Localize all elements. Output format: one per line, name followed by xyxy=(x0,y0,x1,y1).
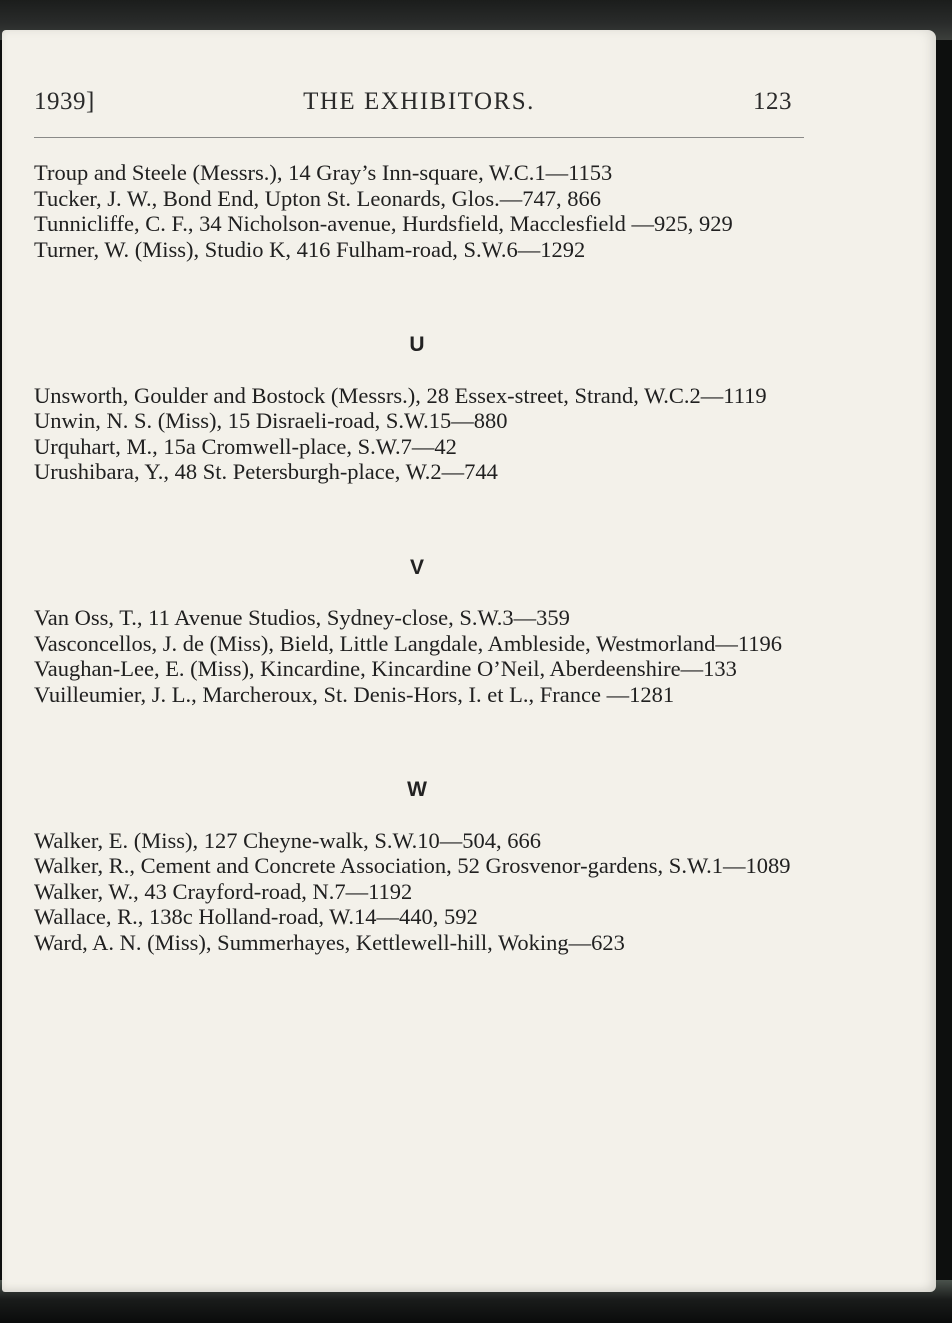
exhibitor-entry: Unwin, N. S. (Miss), 15 Disraeli-road, S.W.15—880 xyxy=(34,408,508,433)
exhibitor-list xyxy=(34,160,800,955)
exhibitor-entry: Unsworth, Goulder and Bostock (Messrs.), 28 Essex-street, Strand, W.C.2—1119 xyxy=(34,382,767,408)
exhibitor-entry: Ward, A. N. (Miss), Summerhayes, Kettlewell-hill, Woking—623 xyxy=(34,929,625,955)
exhibitor-entry: Vasconcellos, J. de (Miss), Bield, Little Langdale, Ambleside, Westmorland—1196 xyxy=(34,630,783,656)
exhibitor-entry: Tunnicliffe, C. F., 34 Nicholson-avenue, Hurdsfield, Macclesfield —925, 929 xyxy=(34,211,733,236)
section-t xyxy=(34,160,800,262)
exhibitor-entry: Urushibara, Y., 48 St. Petersburgh-place, W.2—744 xyxy=(34,459,498,484)
exhibitor-entry: Walker, W., 43 Crayford-road, N.7—1192 xyxy=(34,878,413,904)
section-u xyxy=(34,332,800,485)
header-year: 1939] xyxy=(34,88,95,115)
section-w xyxy=(34,777,800,955)
header-title: THE EXHIBITORS. xyxy=(303,88,535,115)
header-rule xyxy=(34,137,804,138)
page-number: 123 xyxy=(753,88,792,115)
exhibitor-entry: Walker, E. (Miss), 127 Cheyne-walk, S.W.10—504, 666 xyxy=(34,827,542,853)
exhibitor-entry: Van Oss, T., 11 Avenue Studios, Sydney-close, S.W.3—359 xyxy=(34,605,570,630)
section-letter: U xyxy=(409,333,425,356)
section-v xyxy=(34,555,800,708)
exhibitor-entry: Vuilleumier, J. L., Marcheroux, St. Denis-Hors, I. et L., France —1281 xyxy=(34,681,675,707)
exhibitor-entry: Walker, R., Cement and Concrete Association, 52 Grosvenor-gardens, S.W.1—1089 xyxy=(34,853,791,878)
section-letter: W xyxy=(407,778,427,801)
exhibitor-entry: Tucker, J. W., Bond End, Upton St. Leonards, Glos.—747, 866 xyxy=(34,185,602,211)
running-header xyxy=(34,88,804,124)
exhibitor-entry: Wallace, R., 138c Holland-road, W.14—440, 592 xyxy=(34,904,478,929)
exhibitor-entry: Troup and Steele (Messrs.), 14 Gray’s Inn-square, W.C.1—1153 xyxy=(34,160,613,185)
exhibitor-entry: Urquhart, M., 15a Cromwell-place, S.W.7—42 xyxy=(34,433,457,459)
exhibitor-entry: Turner, W. (Miss), Studio K, 416 Fulham-road, S.W.6—1292 xyxy=(34,236,586,262)
exhibitor-entry: Vaughan-Lee, E. (Miss), Kincardine, Kincardine O’Neil, Aberdeenshire—133 xyxy=(34,656,737,681)
section-letter: V xyxy=(409,555,424,579)
